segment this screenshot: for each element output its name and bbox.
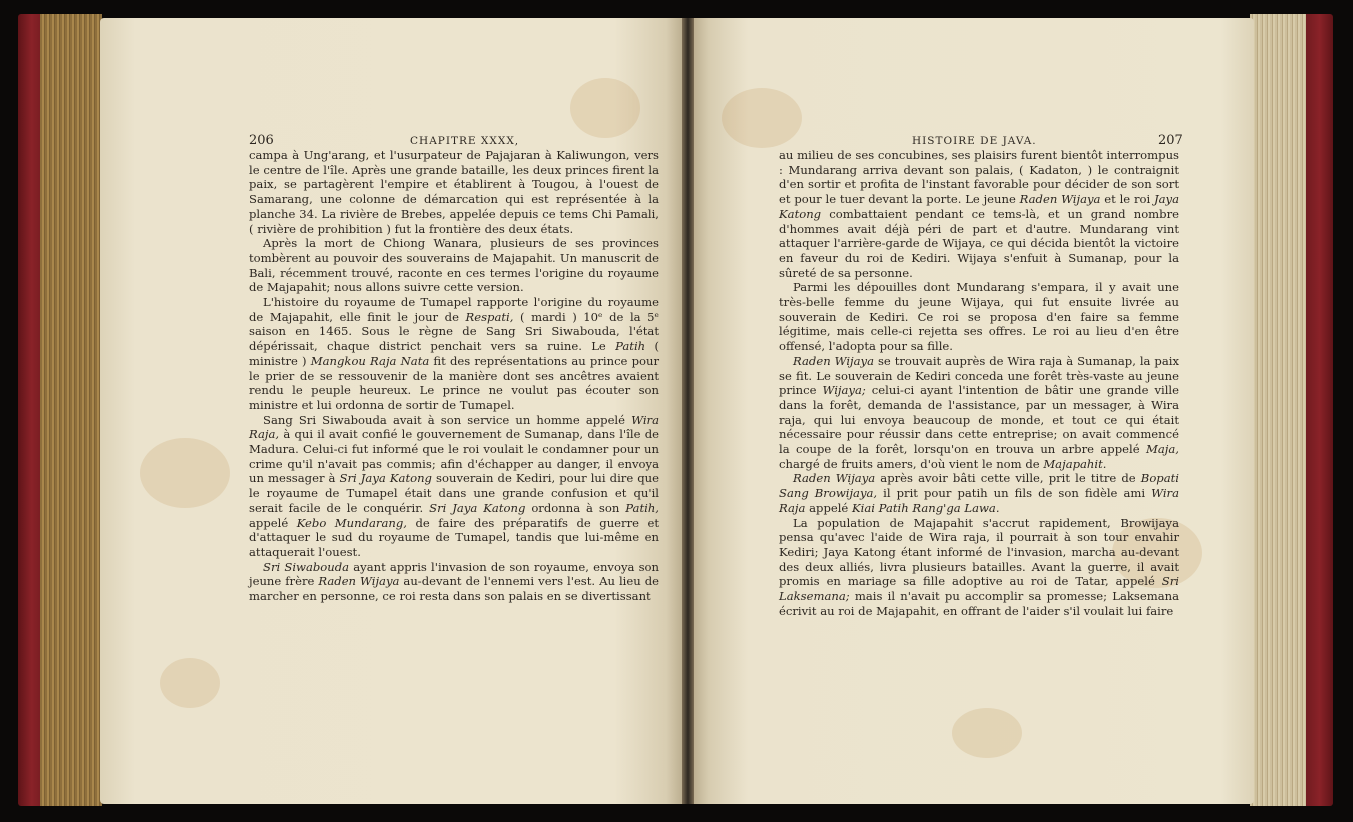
italic-term: Raden Wijaya	[1019, 192, 1101, 207]
foxing-stain	[952, 708, 1022, 758]
italic-term: Respati,	[465, 309, 514, 324]
right-running-head: HISTOIRE DE JAVA.	[912, 135, 1037, 147]
left-page-number: 206	[249, 133, 274, 148]
foxing-stain	[160, 658, 220, 708]
foxing-stain	[570, 78, 640, 138]
italic-term: Mangkou Raja Nata	[310, 353, 430, 368]
right-page-edges	[1250, 14, 1306, 806]
italic-term: Sri Siwabouda	[263, 559, 350, 574]
right-cover-edge	[1303, 14, 1333, 806]
italic-term: Patih,	[625, 500, 659, 515]
italic-term: Wira Raja	[779, 486, 1179, 515]
italic-term: Kiai Patih Rang'ga Lawa.	[851, 500, 1000, 515]
italic-term: Raden Wijaya	[793, 353, 874, 368]
right-paragraph: Raden Wijaya se trouvait auprès de Wira raja à Sumanap, la paix se fit. Le souverain de Kediri conceda une forêt très-vaste au jeune prince Wijaya; celui-ci ayant l'intention de bâtir une grande ville dans la forêt, demanda de l'assistance, par un messager, à Wira raja, qui lui envoya beaucoup de monde, et tout ce qui était nécessaire pour réussir dans cette entreprise; on avait commencé la coupe de la forêt, lorsqu'on en trouva un arbre appelé Maja, chargé de fruits amers, d'où vient le nom de Majapahit.	[779, 353, 1179, 471]
left-page-body	[249, 148, 659, 604]
italic-term: Kebo Mundarang,	[296, 515, 407, 530]
left-paragraph: Après la mort de Chiong Wanara, plusieurs de ses provinces tombèrent au pouvoir des souverains de Majapahit. Un manuscrit de Bali, récemment trouvé, raconte en ces termes l'origine du royaume de Majapahit; nous allons suivre cette version.	[249, 236, 659, 295]
left-page-edges	[40, 14, 102, 806]
italic-term: Patih	[615, 339, 646, 354]
italic-term: Jaya Katong	[779, 192, 1179, 221]
left-running-head: CHAPITRE XXXX,	[410, 135, 520, 147]
italic-term: Raden Wijaya	[318, 574, 400, 589]
right-paragraph: Raden Wijaya après avoir bâti cette ville, prit le titre de Bopati Sang Browijaya, il prit pour patih un fils de son fidèle ami Wira Raja appelé Kiai Patih Rang'ga Lawa.	[779, 471, 1179, 515]
italic-term: Wijaya;	[822, 383, 866, 398]
left-paragraph: Sri Siwabouda ayant appris l'invasion de son royaume, envoya son jeune frère Raden Wijaya au-devant de l'ennemi vers l'est. Au lieu de marcher en personne, ce roi resta dans son palais en se divertissant	[249, 559, 659, 604]
left-paragraph: L'histoire du royaume de Tumapel rapporte l'origine du royaume de Majapahit, elle finit le jour de Respati, ( mardi ) 10ᵉ de la 5ᵉ saison en 1465. Sous le règne de Sang Sri Siwabouda, l'état dépérissait, chaque district penchait vers sa ruine. Le Patih ( ministre ) Mangkou Raja Nata fit des représentations au prince pour le prier de se ressouvenir de la manière dont ses ancêtres avaient rendu le peuple heureux. Le prince ne voulut pas écouter son ministre et lui ordonna de sortir de Tumapel.	[249, 295, 659, 412]
right-page-number: 207	[1158, 133, 1183, 148]
book-gutter	[682, 18, 694, 804]
italic-term: Bopati Sang Browijaya,	[779, 471, 1179, 501]
italic-term: Maja,	[1146, 442, 1179, 457]
right-page-body	[779, 148, 1179, 619]
right-paragraph: La population de Majapahit s'accrut rapidement, Browijaya pensa qu'avec l'aide de Wira raja, il pourrait à son tour envahir Kediri; Jaya Katong étant informé de l'invasion, marcha au-devant des deux alliés, livra plusieurs batailles. Avant la guerre, il avait promis en mariage sa fille adoptive au roi de Tatar, appelé Sri Laksemana; mais il n'avait pu accomplir sa promesse; Laksemana écrivit au roi de Majapahit, en offrant de l'aider s'il voulait lui faire	[779, 515, 1179, 618]
left-paragraph: Sang Sri Siwabouda avait à son service un homme appelé Wira Raja, à qui il avait confié le gouvernement de Sumanap, dans l'île de Madura. Celui-ci fut informé que le roi voulait le condamner pour un crime qu'il n'avait pas commis; afin d'échapper au danger, il envoya un messager à Sri Jaya Katong souverain de Kediri, pour lui dire que le royaume de Tumapel était dans une grande confusion et qu'il serait facile de le conquérir. Sri Jaya Katong ordonna à son Patih, appelé Kebo Mundarang, de faire des préparatifs de guerre et d'attaquer le sud du royaume de Tumapel, tandis que lui-même en attaquerait l'ouest.	[249, 412, 659, 559]
foxing-stain	[722, 88, 802, 148]
italic-term: Sri Laksemana;	[779, 574, 1179, 604]
italic-term: Sri Jaya Katong	[429, 500, 526, 515]
italic-term: Majapahit.	[1043, 456, 1107, 471]
italic-term: Wira Raja,	[249, 412, 659, 442]
right-paragraph: Parmi les dépouilles dont Mundarang s'empara, il y avait une très-belle femme du jeune Wijaya, qui fut ensuite livrée au souverain de Kediri. Ce roi se proposa d'en faire sa femme légitime, mais celle-ci rejetta ses offres. Le roi au lieu d'en être offensé, l'adopta pour sa fille.	[779, 280, 1179, 354]
italic-term: Raden Wijaya	[793, 471, 876, 486]
left-paragraph: campa à Ung'arang, et l'usurpateur de Pajajaran à Kaliwungon, vers le centre de l'île. Après une grande bataille, les deux princes firent la paix, se partagèrent l'empire et établirent à Tougou, à l'ouest de Samarang, une colonne de démarcation qui est représentée à la planche 34. La rivière de Brebes, appelée depuis ce tems Chi Pamali, ( rivière de prohibition ) fut la frontière des deux états.	[249, 148, 659, 236]
foxing-stain	[140, 438, 230, 508]
right-paragraph: au milieu de ses concubines, ses plaisirs furent bientôt interrompus : Mundarang arriva devant son palais, ( Kadaton, ) le contraignit d'en sortir et profita de l'instant favorable pour décider de son sort et pour le tuer devant la porte. Le jeune Raden Wijaya et le roi Jaya Katong combattaient pendant ce tems-là, et un grand nombre d'hommes avait déjà péri de part et d'autre. Mundarang vint attaquer l'arrière-garde de Wijaya, ce qui décida bientôt la victoire en faveur du roi de Kediri. Wijaya s'enfuit à Sumanap, pour la sûreté de sa personne.	[779, 148, 1179, 280]
italic-term: Sri Jaya Katong	[339, 471, 432, 486]
